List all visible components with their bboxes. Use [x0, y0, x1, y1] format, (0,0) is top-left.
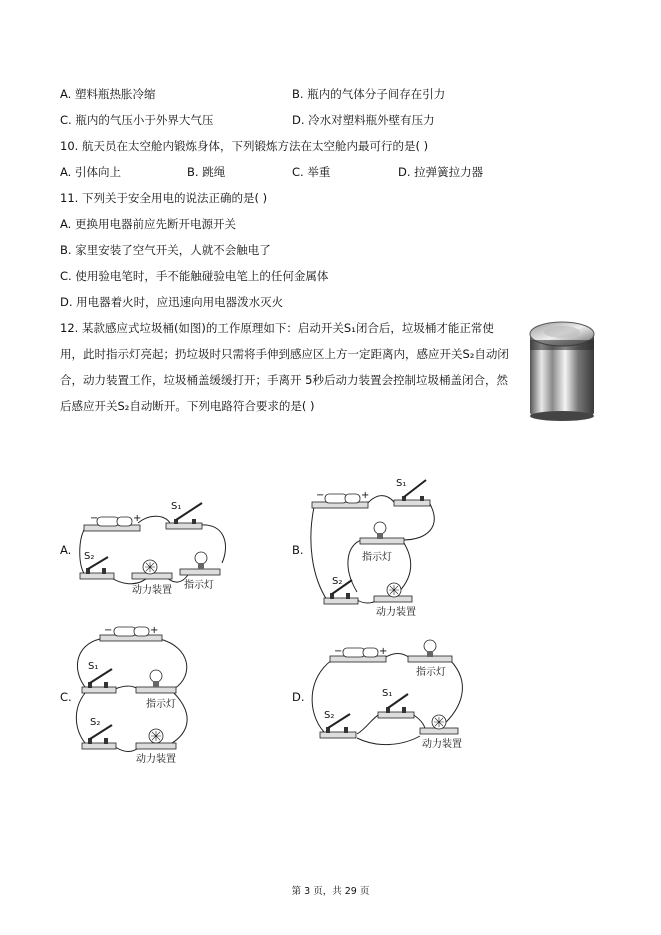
motor-d: [420, 715, 462, 750]
svg-text:指示灯: 指示灯: [416, 667, 446, 678]
svg-text:动力装置: 动力装置: [132, 585, 172, 596]
q10-option-c: C. 举重: [292, 165, 331, 179]
q11-option-d: D. 用电器着火时，应迅速向用电器泼水灭火: [60, 295, 284, 309]
q10-option-d: D. 拉弹簧拉力器: [398, 165, 484, 179]
q10-stem: 10. 航天员在太空舱内锻炼身体，下列锻炼方法在太空舱内最可行的是( ): [60, 139, 429, 153]
svg-text:S₂: S₂: [332, 576, 343, 587]
svg-text:指示灯: 指示灯: [362, 552, 392, 563]
lamp-b: [360, 522, 404, 563]
switch-s2-c: [82, 717, 116, 749]
svg-text:指示灯: 指示灯: [184, 580, 214, 591]
q10-option-a: A. 引体向上: [60, 165, 121, 179]
switch-s1-b: [394, 478, 430, 506]
svg-text:−: −: [316, 490, 325, 501]
q12-line-2: 用，此时指示灯亮起；扔垃圾时只需将手伸到感应区上方一定距离内，感应开关S₂自动闭: [60, 347, 509, 361]
svg-text:S₁: S₁: [171, 501, 182, 512]
motor-a: [132, 560, 172, 596]
q10-option-b: B. 跳绳: [187, 165, 226, 179]
motor-b: [374, 583, 416, 618]
svg-text:+: +: [150, 625, 159, 636]
lamp-a: [180, 552, 220, 591]
battery-box-a: [84, 513, 141, 531]
svg-text:−: −: [104, 625, 113, 636]
switch-s1-d: [378, 688, 414, 718]
svg-text:S₂: S₂: [84, 551, 95, 562]
q12-line-4: 后感应开关S₂自动断开。下列电路符合要求的是( ): [60, 399, 315, 413]
lamp-c: [136, 670, 176, 710]
switch-s2-d: [320, 710, 356, 738]
svg-text:S₂: S₂: [90, 717, 101, 728]
q11-option-a: A. 更换用电器前应先断开电源开关: [60, 217, 236, 231]
switch-s2-b: [324, 576, 358, 604]
trash-can-image: [524, 318, 600, 422]
q11-option-b: B. 家里安装了空气开关，人就不会触电了: [60, 243, 271, 257]
svg-text:−: −: [334, 646, 343, 657]
circuit-a-label: A.: [60, 543, 72, 557]
circuit-b-label: B.: [292, 543, 304, 557]
circuit-diagram-d: [302, 638, 472, 753]
lamp-d: [408, 640, 452, 678]
q11-option-c: C. 使用验电笔时，手不能触碰验电笔上的任何金属体: [60, 269, 329, 283]
q11-stem: 11. 下列关于安全用电的说法正确的是( ): [60, 191, 268, 205]
motor-c: [136, 729, 176, 765]
circuit-diagram-a: [70, 495, 240, 600]
svg-text:动力装置: 动力装置: [136, 754, 176, 765]
switch-s1-c: [82, 661, 116, 693]
q9-option-a: A. 塑料瓶热胀冷缩: [60, 87, 156, 101]
circuit-d-label: D.: [292, 690, 305, 704]
battery-box-c: [100, 625, 162, 641]
svg-text:+: +: [133, 513, 142, 524]
svg-text:动力装置: 动力装置: [422, 739, 462, 750]
circuit-c-label: C.: [60, 690, 72, 704]
q9-option-c: C. 瓶内的气压小于外界大气压: [60, 113, 214, 127]
svg-text:S₂: S₂: [324, 710, 335, 721]
switch-s2-a: [80, 551, 114, 579]
svg-text:S₁: S₁: [88, 661, 99, 672]
svg-text:S₁: S₁: [396, 478, 407, 489]
circuit-diagram-b: [302, 472, 452, 620]
svg-text:S₁: S₁: [382, 688, 393, 699]
circuit-diagram-c: [70, 625, 200, 765]
svg-text:动力装置: 动力装置: [376, 607, 416, 618]
svg-text:+: +: [361, 490, 370, 501]
page-footer: 第 3 页，共 29 页: [291, 886, 370, 897]
q9-option-d: D. 冷水对塑料瓶外壁有压力: [292, 113, 435, 127]
svg-text:指示灯: 指示灯: [146, 699, 176, 710]
svg-text:+: +: [379, 646, 388, 657]
battery-box-d: [330, 646, 387, 662]
svg-text:−: −: [90, 513, 99, 524]
q12-line-1: 12. 某款感应式垃圾桶(如图)的工作原理如下：启动开关S₁闭合后，垃圾桶才能正常使: [60, 321, 494, 335]
switch-s1-a: [166, 501, 202, 529]
battery-box-b: [312, 490, 369, 508]
q9-option-b: B. 瓶内的气体分子间存在引力: [292, 87, 446, 101]
q12-line-3: 合，动力装置工作，垃圾桶盖缓缓打开；手离开 5秒后动力装置会控制垃圾桶盖闭合，然: [60, 373, 508, 387]
